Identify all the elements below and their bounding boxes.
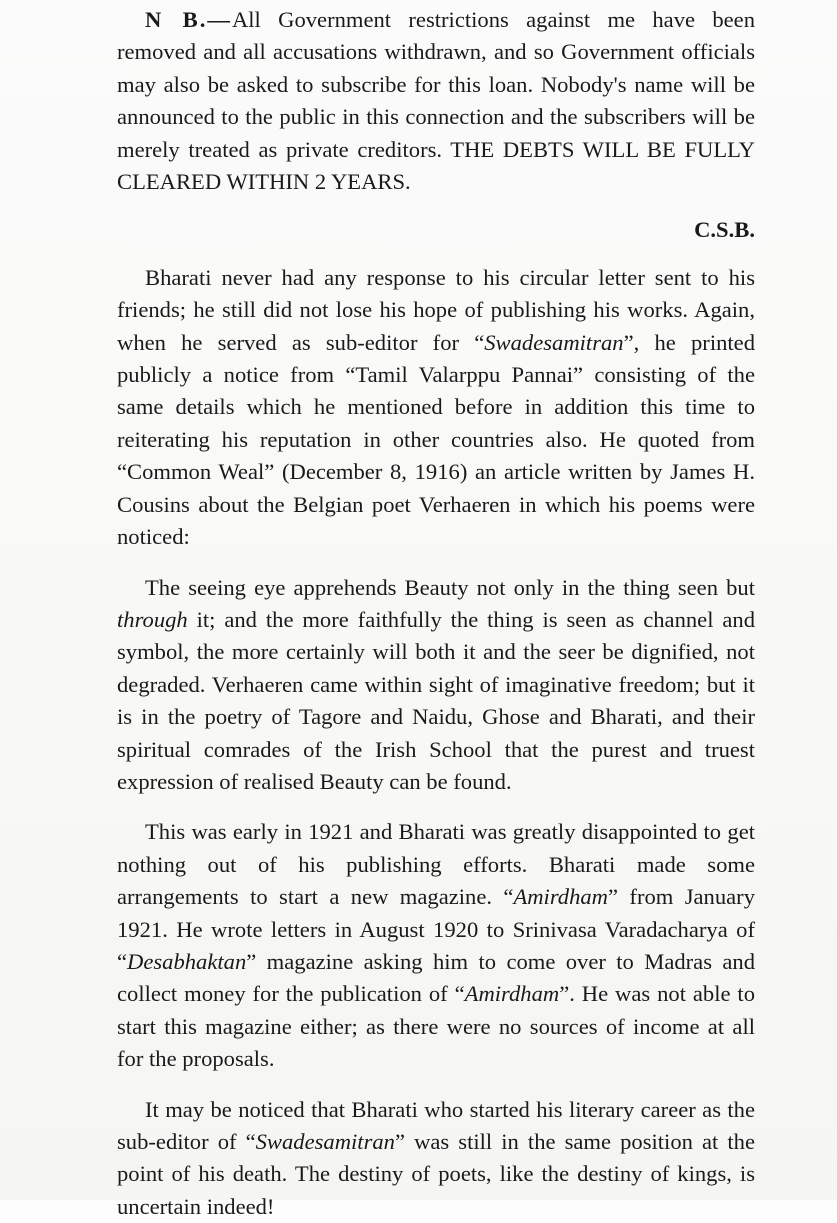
- paragraph-2-part-3: ” magazine asking him to come over to Madras and collect money for the publication of “: [117, 948, 755, 1007]
- spacer: [117, 1076, 755, 1094]
- paragraph-2-part-1: This was early in 1921 and Bharati was greatly disappointed to get nothing out of his publishing efforts. Bharati made some arrangements to start a new magazine. “: [117, 819, 755, 910]
- spacer: [117, 554, 755, 572]
- paragraph-2-italic-1: Amirdham: [513, 884, 608, 910]
- paragraph-2-italic-2: Desabhaktan: [127, 948, 247, 974]
- body-paragraph-1: [117, 262, 755, 554]
- paragraph-1-lead: Bharati never had any response to his circular letter sent to his friends; he still did not lose his hope of publishing his works. Again, when he served as sub-editor for “: [117, 264, 755, 355]
- body-paragraph-2: [117, 816, 755, 1075]
- paragraph-3-italic-title: Swadesamitran: [255, 1129, 395, 1154]
- paragraph-3-tail: ” was still in the same position at the point of his death. The destiny of poets, like the destiny of kings, is uncertain indeed!: [117, 1129, 755, 1219]
- nb-label: N B.—: [145, 7, 232, 32]
- paragraph-3-lead: It may be noticed that Bharati who started his literary career as the sub-editor of “: [117, 1096, 755, 1154]
- paragraph-1-italic-title: Swadesamitran: [484, 329, 624, 355]
- signature-initials: C.S.B.: [694, 217, 755, 243]
- paragraph-2-part-4: ”. He was not able to start this magazine either; as there were no sources of income at all for the proposals.: [117, 981, 756, 1072]
- quote-lead: The seeing eye apprehends Beauty not only in the thing seen but: [145, 574, 755, 600]
- quote-italic-word: through: [117, 606, 188, 632]
- paragraph-2-part-2: ” from January 1921. He wrote letters in August 1920 to Srinivasa Varadacharya of “: [117, 884, 755, 974]
- quote-tail: it; and the more faithfully the thing is seen as channel and symbol, the more certainly will both it and the seer be dignified, not degraded. Verhaeren came within sight of imaginative freedom; but it is in the poetry of Tagore and Naidu, Ghose and Bharati, and their spiritual comrades of the Irish School that the purest and truest expression of realised Beauty can be found.: [117, 606, 755, 794]
- body-paragraph-3: [117, 1094, 755, 1223]
- nb-note-text: All Government restrictions against me have been removed and all accusations withdrawn, and so Government officials may also be asked to subscribe for this loan. Nobody's name will be announced to the public in this connection and the subscribers will be merely treated as private creditors. THE DEBTS WILL BE FULLY CLEARED WITHIN 2 YEARS.: [117, 7, 755, 195]
- paragraph-2-italic-3: Amirdham: [464, 981, 560, 1007]
- nb-note-paragraph: [117, 4, 755, 198]
- spacer: [117, 798, 755, 816]
- block-quote: [117, 572, 755, 799]
- paragraph-1-tail: ”, he printed publicly a notice from “Tamil Valarppu Pannai” consisting of the same details which he mentioned before in addition this time to reiterating his reputation in other countries also. He quoted from “Common Weal” (December 8, 1916) an article written by James H. Cousins about the Belgian poet Verhaeren in which his poems were noticed:: [117, 329, 755, 550]
- spacer: [117, 247, 755, 262]
